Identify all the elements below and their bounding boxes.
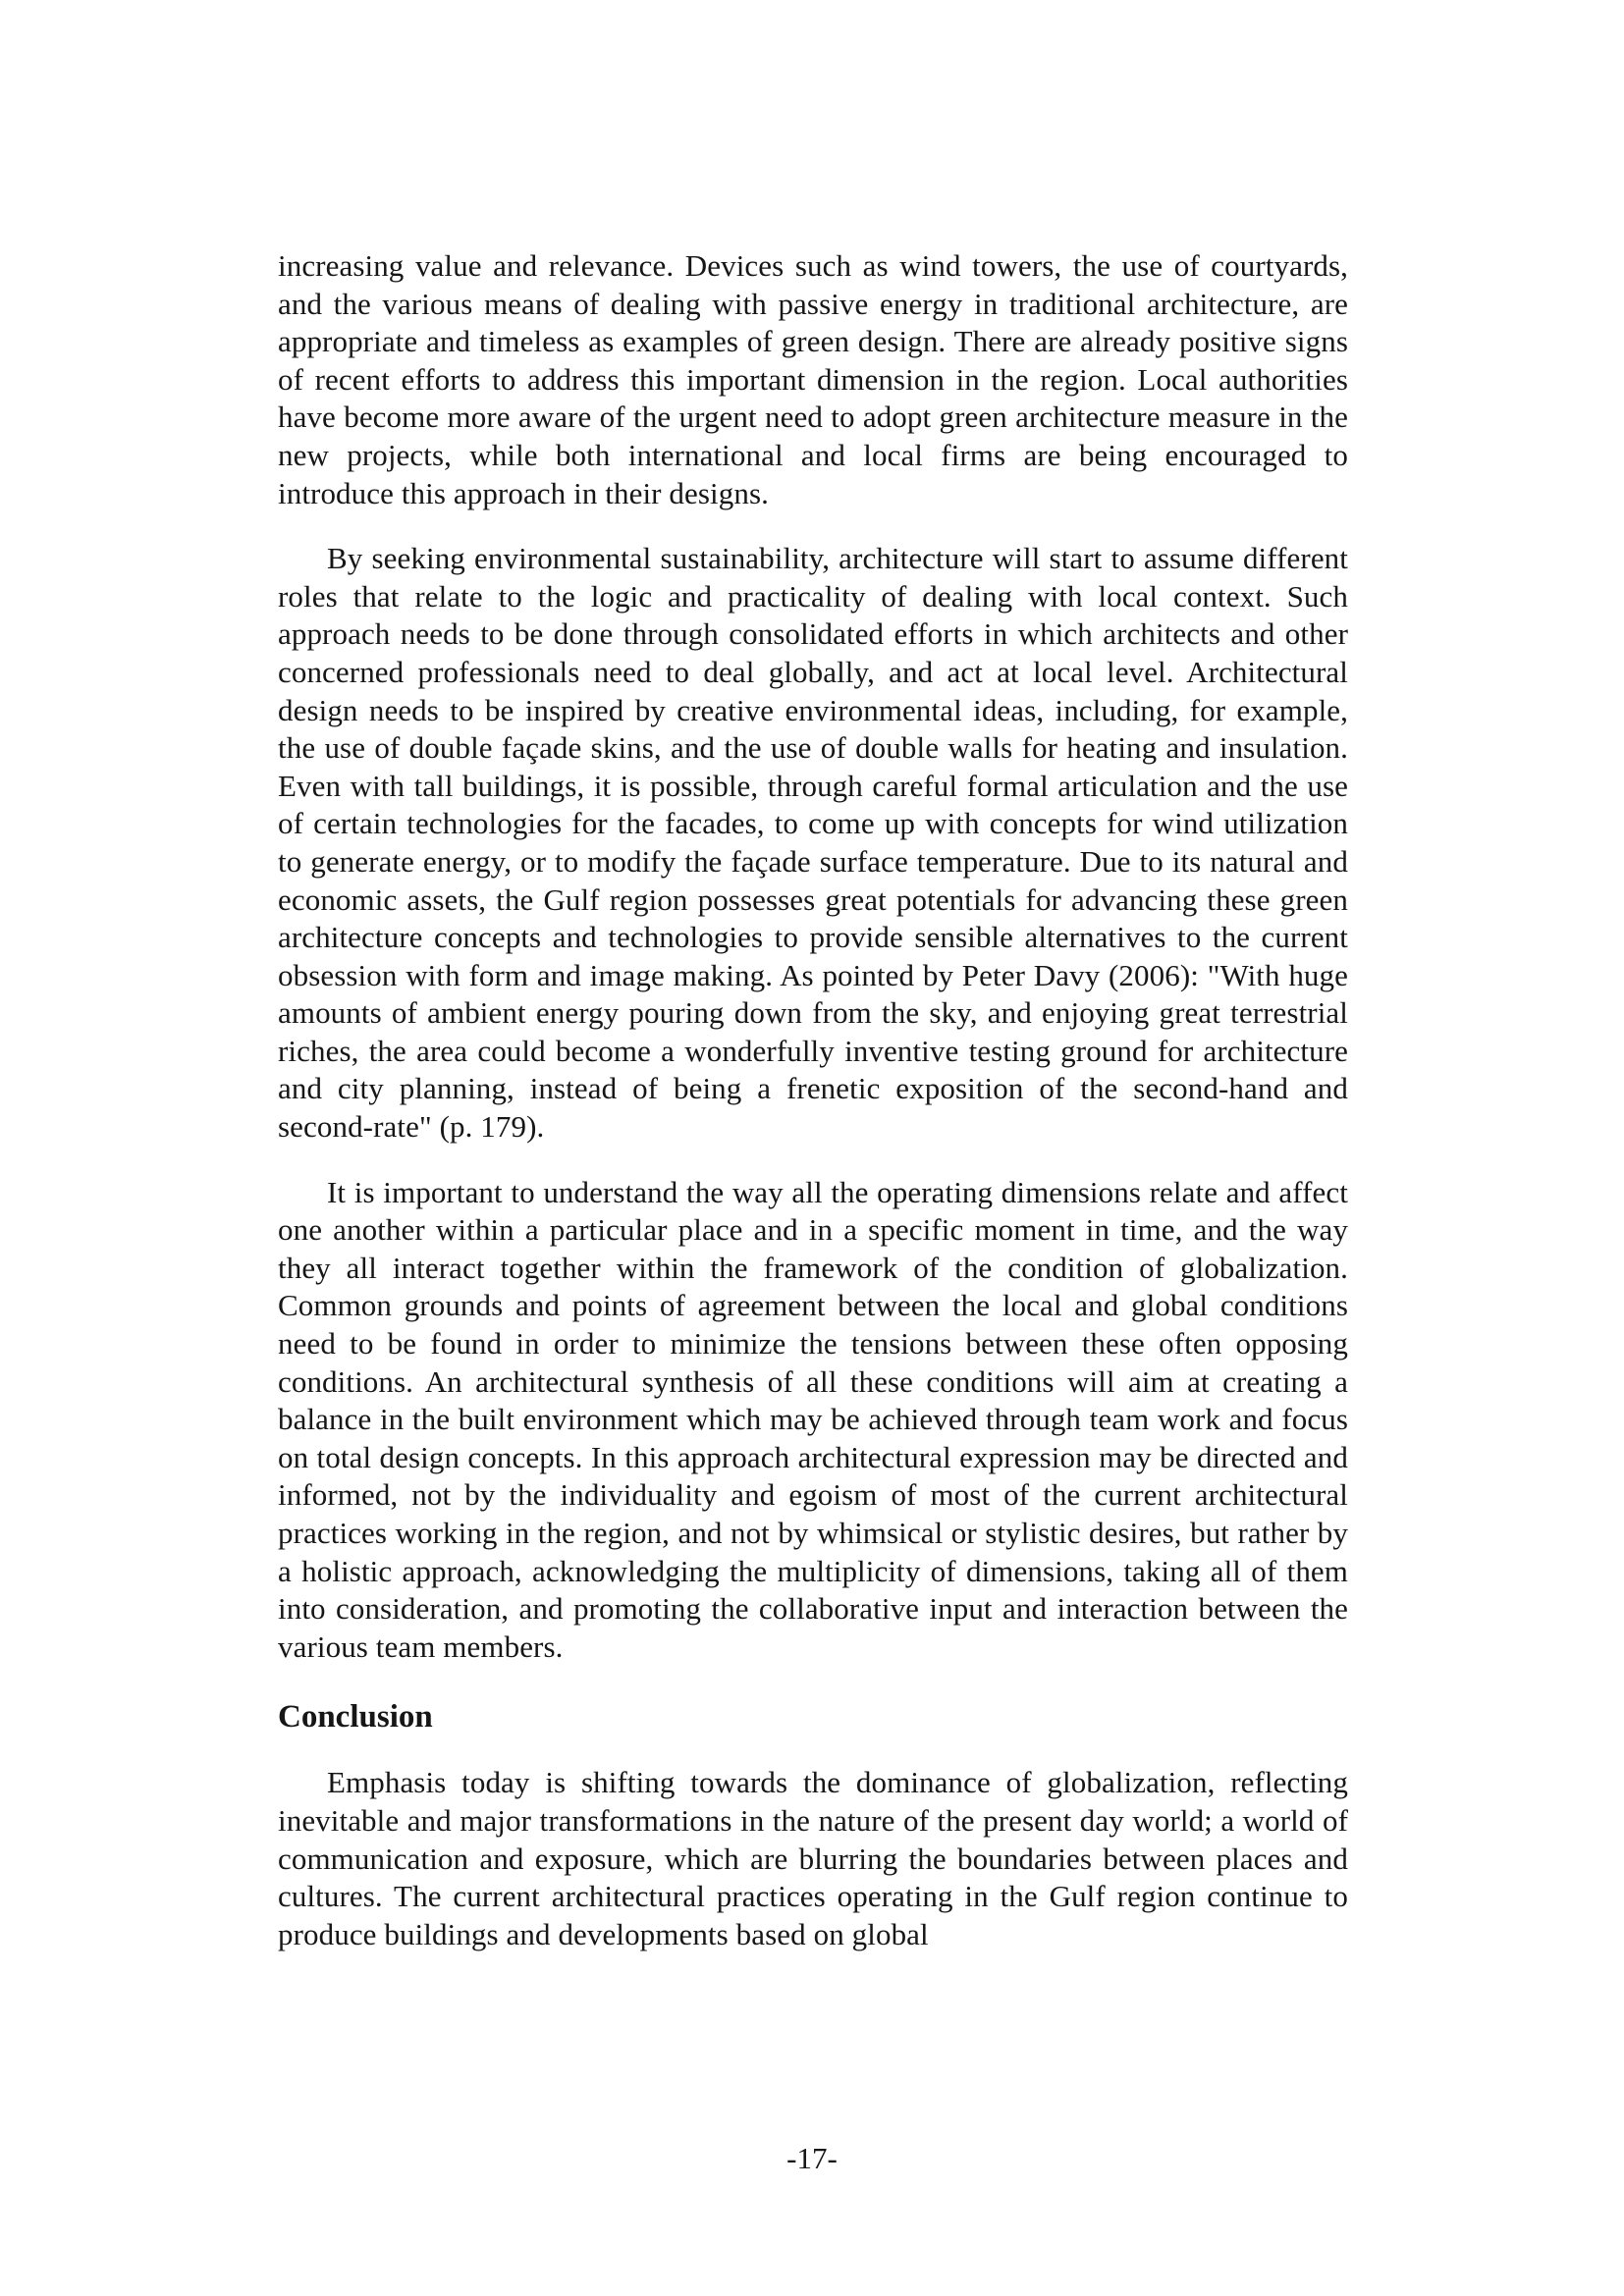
section-heading-conclusion: Conclusion	[278, 1699, 433, 1735]
paragraph-conclusion: Emphasis today is shifting towards the dominance of globalization, reflecting inevitable and major transformations in the nature of the present day world; a world of communication and exposure, which are blurring the boundaries between places and cultures. The current architectural practices operating in the Gulf region continue to produce buildings and developments based on global	[278, 1765, 1348, 1951]
paragraph: By seeking environmental sustainability, architecture will start to assume different roles that relate to the logic and practicality of dealing with local context. Such approach needs to be done through consolidated efforts in which architects and other concerned professionals need to deal globally, and act at local level. Architectural design needs to be inspired by creative environmental ideas, including, for example, the use of double façade skins, and the use of double walls for heating and insulation. Even with tall buildings, it is possible, through careful formal articulation and the use of certain technologies for the facades, to come up with concepts for wind utilization to generate energy, or to modify the façade surface temperature. Due to its natural and economic assets, the Gulf region possesses great potentials for advancing these green architecture concepts and technologies to provide sensible alternatives to the current obsession with form and image making. As pointed by Peter Davy (2006): "With huge amounts of ambient energy pouring down from the sky, and enjoying great terrestrial riches, the area could become a wonderfully inventive testing ground for architecture and city planning, instead of being a frenetic exposition of the second-hand and second-rate" (p. 179).	[278, 541, 1348, 1145]
paragraph-continued: increasing value and relevance. Devices such as wind towers, the use of courtyards, and the various means of dealing with passive energy in traditional architecture, are appropriate and timeless as examples of green design. There are already positive signs of recent efforts to address this important dimension in the region. Local authorities have become more aware of the urgent need to adopt green architecture measure in the new projects, while both international and local firms are being encouraged to introduce this approach in their designs.	[278, 248, 1348, 510]
page-body	[278, 247, 1348, 1981]
page-number: -17-	[786, 2141, 838, 2175]
paragraph: It is important to understand the way all the operating dimensions relate and affect one another within a particular place and in a specific moment in time, and the way they all interact together within the framework of the condition of globalization. Common grounds and points of agreement between the local and global conditions need to be found in order to minimize the tensions between these often opposing conditions. An architectural synthesis of all these conditions will aim at creating a balance in the built environment which may be achieved through team work and focus on total design concepts. In this approach architectural expression may be directed and informed, not by the individuality and egoism of most of the current architectural practices working in the region, and not by whimsical or stylistic desires, but rather by a holistic approach, acknowledging the multiplicity of dimensions, taking all of them into consideration, and promoting the collaborative input and interaction between the various team members.	[278, 1174, 1348, 1664]
